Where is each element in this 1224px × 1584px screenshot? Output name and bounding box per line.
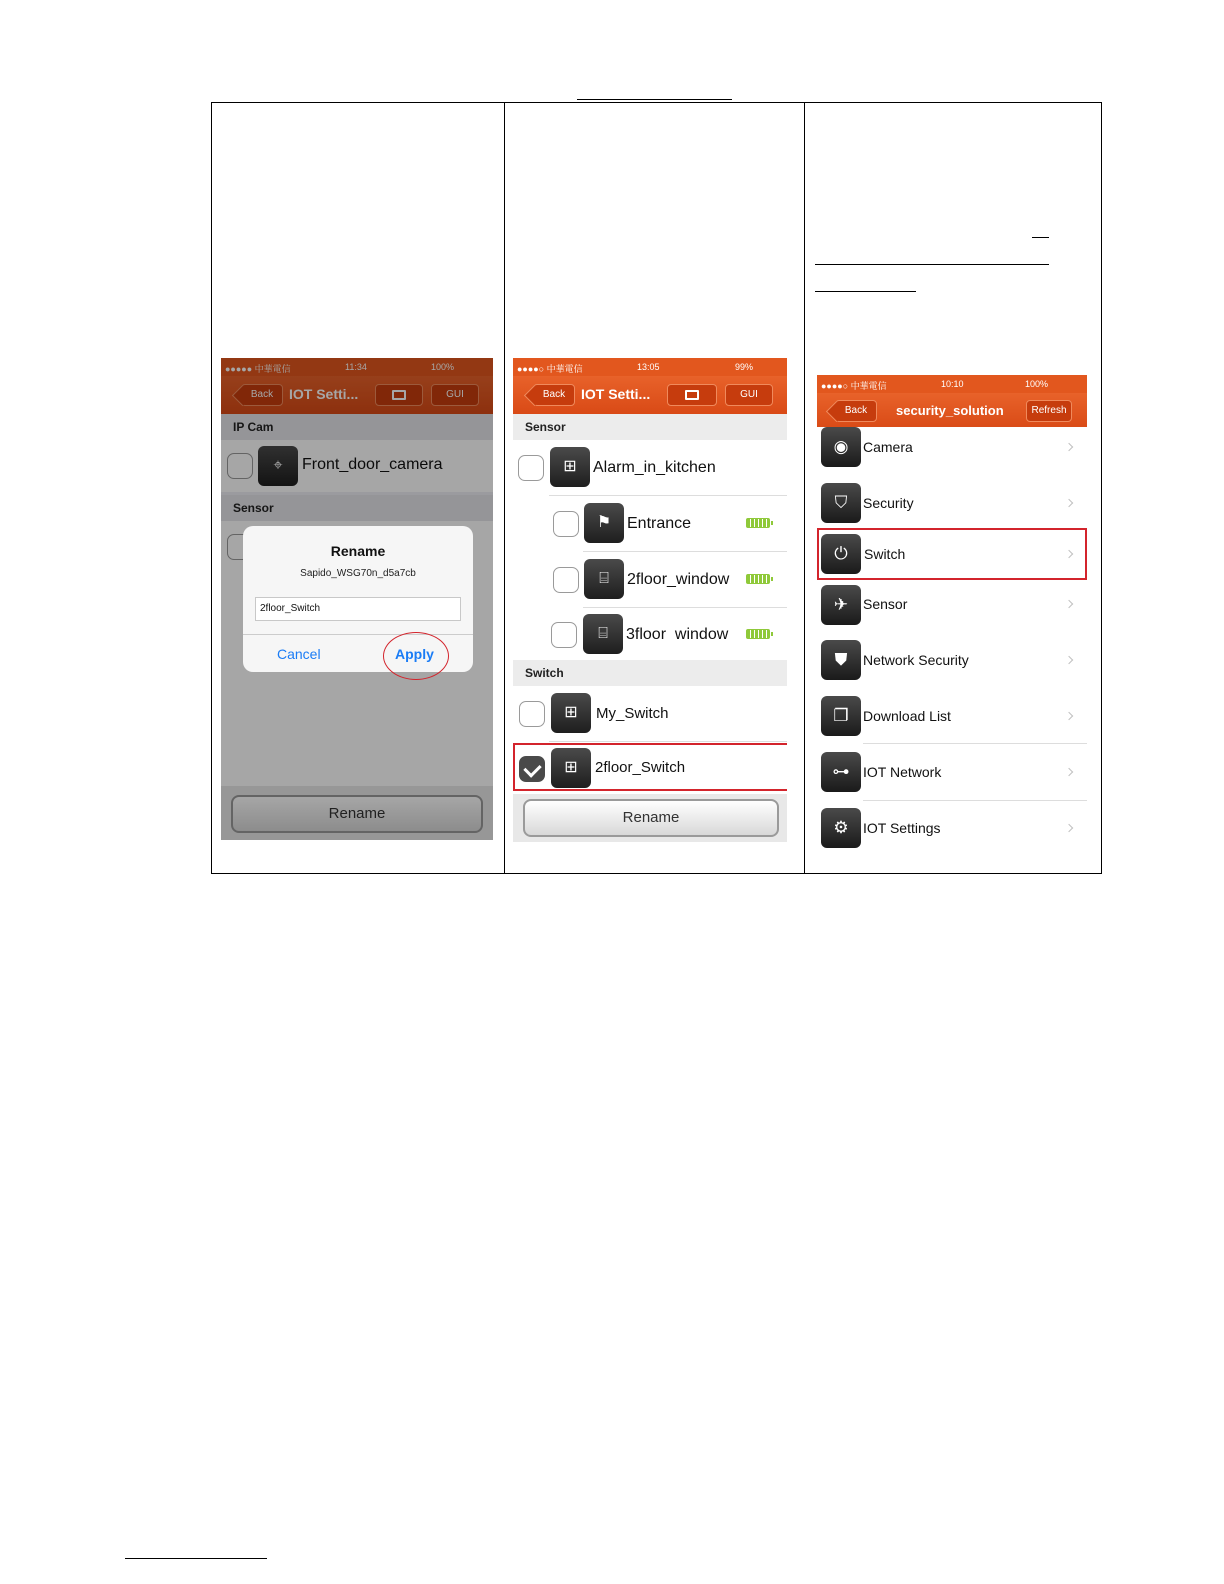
screenshot-main-menu xyxy=(817,375,1087,849)
gui-button[interactable]: GUI xyxy=(725,384,773,406)
device-label: 3floor window xyxy=(626,626,729,643)
text-underline xyxy=(815,291,916,292)
menu-label: Download List xyxy=(863,708,951,724)
menu-label: Security xyxy=(863,495,914,511)
menu-item-camera[interactable] xyxy=(817,427,1087,479)
device-row[interactable] xyxy=(513,440,787,496)
device-label: My_Switch xyxy=(596,705,669,722)
router-icon: ⊞ xyxy=(550,447,590,487)
chevron-right-icon xyxy=(1065,656,1073,664)
bottom-bar xyxy=(513,794,787,842)
section-sensor: Sensor xyxy=(221,495,493,521)
back-button[interactable]: Back xyxy=(835,400,877,422)
rename-button[interactable]: Rename xyxy=(523,799,779,837)
chevron-right-icon xyxy=(1065,600,1073,608)
menu-label: IOT Network xyxy=(863,764,942,780)
checkbox[interactable] xyxy=(551,622,577,648)
carrier-text: ●●●●○ 中華電信 xyxy=(517,364,583,374)
clock-text: 10:10 xyxy=(941,379,964,389)
column-divider xyxy=(504,103,505,873)
row-separator xyxy=(863,800,1087,801)
clock-text: 13:05 xyxy=(637,362,660,372)
section-ipcam: IP Cam xyxy=(221,414,493,440)
nav-title: IOT Setti... xyxy=(289,386,359,402)
device-label: Front_door_camera xyxy=(302,456,443,473)
battery-text: 100% xyxy=(1025,379,1049,389)
refresh-button[interactable]: Refresh xyxy=(1026,400,1072,422)
chevron-right-icon xyxy=(1065,768,1073,776)
section-sensor: Sensor xyxy=(513,414,787,440)
carrier-text: ●●●●● 中華電信 xyxy=(225,364,291,374)
device-row[interactable] xyxy=(513,608,787,662)
checkbox[interactable] xyxy=(553,511,579,537)
back-button[interactable]: Back xyxy=(533,384,575,406)
device-label: Entrance xyxy=(627,515,692,532)
motion-sensor-icon: ⚑ xyxy=(584,503,624,543)
menu-item-download-list[interactable] xyxy=(817,696,1087,748)
status-bar xyxy=(817,375,1087,393)
chevron-right-icon xyxy=(1065,499,1073,507)
dialog-title: Rename xyxy=(330,543,386,559)
monitor-button[interactable] xyxy=(667,384,717,406)
monitor-icon xyxy=(685,390,699,400)
camera-icon: ⌖ xyxy=(258,446,298,486)
menu-item-sensor[interactable] xyxy=(817,585,1087,635)
chevron-right-icon xyxy=(1065,712,1073,720)
name-input[interactable]: 2floor_Switch xyxy=(255,597,461,621)
nav-bar xyxy=(513,376,787,414)
nav-title: security_solution xyxy=(896,403,1004,418)
battery-text: 99% xyxy=(735,362,754,372)
device-label: 2floor_window xyxy=(627,571,730,588)
apply-button[interactable]: Apply xyxy=(395,646,434,662)
screenshot-rename-dialog xyxy=(221,358,493,840)
checkbox[interactable] xyxy=(519,701,545,727)
screenshot-device-list xyxy=(513,358,787,842)
dialog-subtitle: Sapido_WSG70n_d5a7cb xyxy=(300,568,416,579)
footer-link-underline xyxy=(125,1558,267,1559)
back-button[interactable]: Back xyxy=(241,384,283,406)
checkbox[interactable] xyxy=(553,567,579,593)
switch-highlight xyxy=(817,528,1087,580)
router-icon: ⊞ xyxy=(551,748,591,788)
document-icon: ❐ xyxy=(821,696,861,736)
selection-highlight xyxy=(513,743,787,791)
menu-label: Camera xyxy=(863,439,913,455)
chevron-right-icon xyxy=(1065,443,1073,451)
dialog-divider xyxy=(243,634,473,635)
carrier-text: ●●●●○ 中華電信 xyxy=(821,381,887,391)
battery-icon xyxy=(746,629,770,639)
cancel-button[interactable]: Cancel xyxy=(277,646,321,662)
section-switch: Switch xyxy=(513,660,787,686)
router-icon: ⊞ xyxy=(551,693,591,733)
text-underline xyxy=(1032,237,1049,238)
nav-bar xyxy=(817,393,1087,429)
plug-icon: ⏻ xyxy=(821,534,861,574)
gear-icon: ⚙ xyxy=(821,808,861,848)
device-row[interactable] xyxy=(513,552,787,608)
checkbox[interactable] xyxy=(518,455,544,481)
door-sensor-icon: ⌸ xyxy=(584,559,624,599)
menu-label: Switch xyxy=(864,546,906,562)
chevron-right-icon xyxy=(1065,824,1073,832)
apply-highlight-circle xyxy=(383,632,449,680)
network-icon: ⊶ xyxy=(821,752,861,792)
device-label: Alarm_in_kitchen xyxy=(593,459,716,476)
device-row[interactable] xyxy=(513,686,787,742)
battery-text: 100% xyxy=(431,362,455,372)
gui-button[interactable]: GUI xyxy=(431,384,479,406)
row-separator xyxy=(863,743,1087,744)
eye-icon: ◉ xyxy=(821,427,861,467)
sensor-icon: ✈ xyxy=(821,585,861,625)
header-rule xyxy=(577,99,732,100)
menu-item-iot-network[interactable] xyxy=(817,752,1087,804)
rename-button[interactable]: Rename xyxy=(231,795,483,833)
menu-item-iot-settings[interactable] xyxy=(817,808,1087,849)
column-divider xyxy=(804,103,805,873)
menu-label: IOT Settings xyxy=(863,820,941,836)
clock-text: 11:34 xyxy=(345,362,367,372)
device-row[interactable] xyxy=(513,496,787,552)
menu-label: Network Security xyxy=(863,652,969,668)
menu-item-network-security[interactable] xyxy=(817,640,1087,692)
menu-label: Sensor xyxy=(863,596,908,612)
network-shield-icon: ⛊ xyxy=(821,640,861,680)
text-underline xyxy=(815,264,1049,265)
door-sensor-icon: ⌸ xyxy=(583,614,623,654)
shield-icon: ⛉ xyxy=(821,483,861,523)
device-label: 2floor_Switch xyxy=(595,759,686,776)
nav-title: IOT Setti... xyxy=(581,386,651,402)
status-bar xyxy=(513,358,787,376)
battery-icon xyxy=(746,574,770,584)
battery-icon xyxy=(746,518,770,528)
